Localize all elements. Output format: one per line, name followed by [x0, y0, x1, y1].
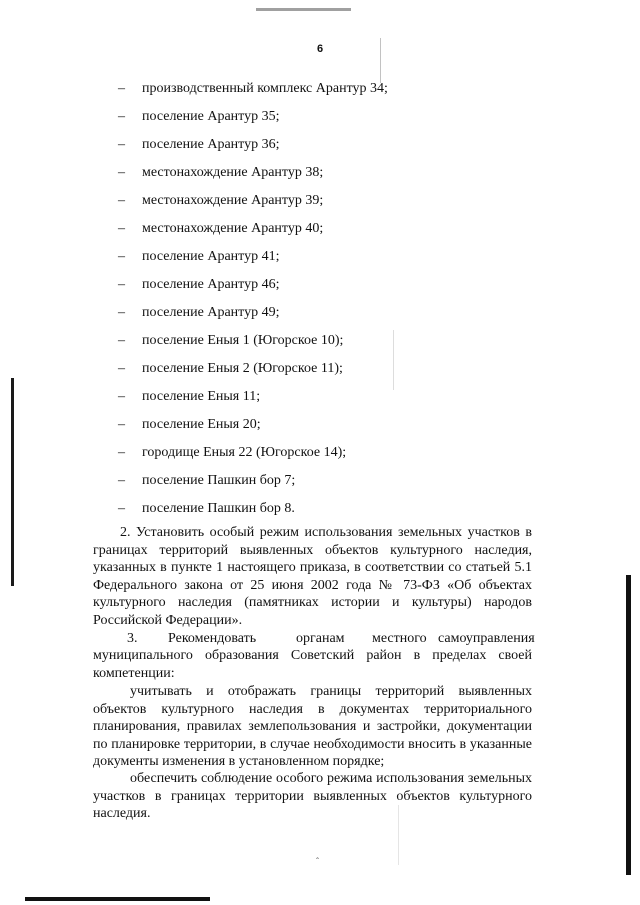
stray-mark: ˆ: [316, 856, 319, 866]
paragraph-3-number: 3.: [127, 631, 138, 646]
list-item: – поселение Арантур 41;: [118, 249, 280, 264]
paragraph-3-word: самоуправления: [438, 631, 535, 646]
list-item: – поселение Еныя 2 (Югорское 11);: [118, 361, 343, 376]
list-item: – поселение Арантур 36;: [118, 137, 280, 152]
list-item: – поселение Арантур 49;: [118, 305, 280, 320]
list-item: – поселение Арантур 35;: [118, 109, 280, 124]
paragraph-3-item-1: учитывать и отображать границы территорий выявленных объектов культурного наследия в документах территориального планирования, правилах землепользования и застройки, документации по планировке территории, в случае необходимости вносить в указанные документы изменения в установленном порядке;: [93, 684, 532, 769]
list-item: – поселение Арантур 46;: [118, 277, 280, 292]
list-item: – поселение Еныя 1 (Югорское 10);: [118, 333, 344, 348]
list-item: – поселение Еныя 20;: [118, 417, 261, 432]
scan-artifact-top: [256, 8, 351, 11]
paragraph-3-continuation: муниципального образования Советский район в пределах своей компетенции:: [93, 648, 532, 681]
sites-list: [118, 78, 388, 526]
list-item: – городище Еныя 22 (Югорское 14);: [118, 445, 347, 460]
paragraph-2: 2. Установить особый режим использования земельных участков в границах территорий выявленных объектов культурного наследия, указанных в пункте 1 настоящего приказа, в соответствии со статьей 5.1 Федерального закона от 25 июня 2002 года № 73-ФЗ «Об объектах культурного наследия (памятниках истории и культуры) народов Российской Федерации».: [93, 525, 532, 628]
paragraph-3-item-2: обеспечить соблюдение особого режима использования земельных участков в границах территории выявленных объектов культурного наследия.: [93, 771, 532, 821]
list-item: – поселение Пашкин бор 8.: [118, 501, 295, 516]
paragraph-3-word: Рекомендовать: [168, 631, 257, 646]
list-item: – местонахождение Арантур 40;: [118, 221, 324, 236]
paragraph-3-word: местного: [372, 631, 427, 646]
scan-artifact-left-edge: [11, 378, 14, 586]
scan-artifact-fold-line: [380, 38, 381, 83]
list-item: – производственный комплекс Арантур 34;: [118, 81, 388, 96]
scan-artifact-bottom-edge: [25, 897, 210, 901]
scan-artifact-right-edge: [626, 575, 631, 875]
page-number: 6: [316, 43, 324, 55]
paragraph-3-word: органам: [296, 631, 345, 646]
list-item: – местонахождение Арантур 38;: [118, 165, 324, 180]
list-item: – поселение Пашкин бор 7;: [118, 473, 296, 488]
scan-artifact-fold-line: [393, 330, 394, 390]
list-item: – местонахождение Арантур 39;: [118, 193, 324, 208]
list-item: – поселение Еныя 11;: [118, 389, 261, 404]
